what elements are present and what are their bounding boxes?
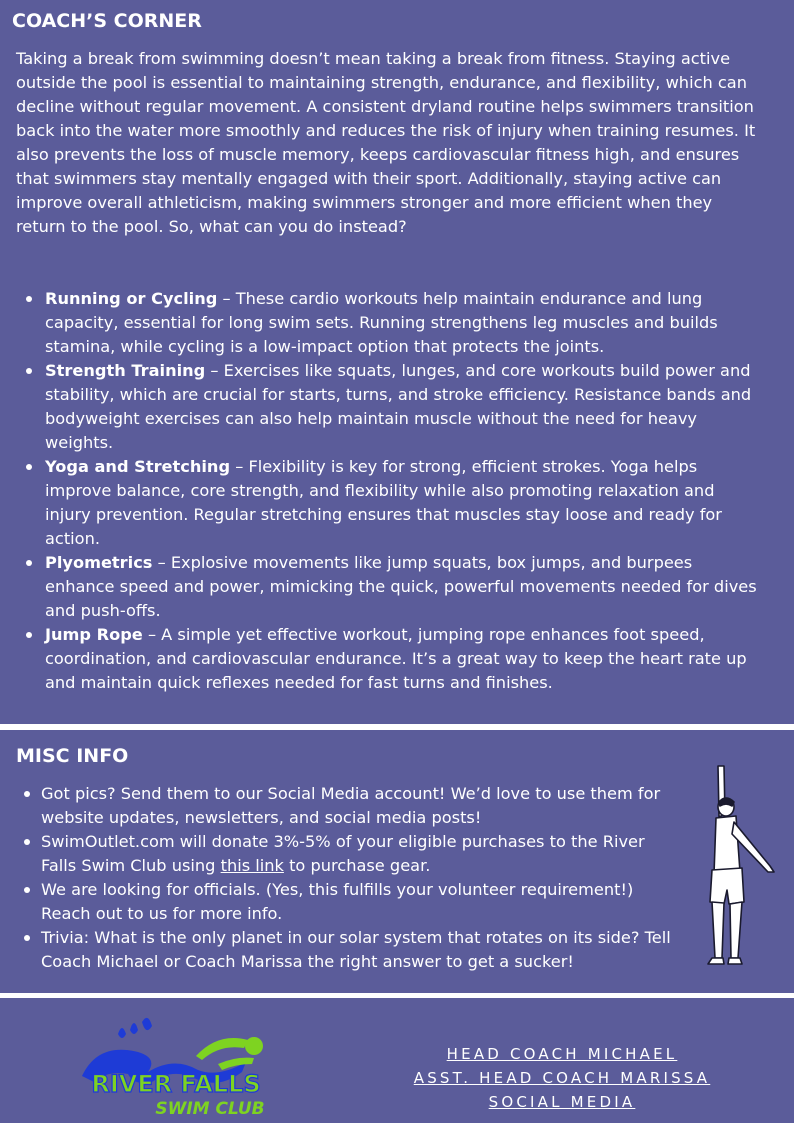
list-item bbox=[41, 782, 681, 830]
item-text: – Flexibility is key for strong, efficient strokes. Yoga helps improve balance, core strength, and flexibility while also promoting relaxation and injury prevention. Regular stretching ensures that muscles stay loose and ready for action. bbox=[45, 457, 722, 548]
item-text: Trivia: What is the only planet in our solar system that rotates on its side? Tell Coach Michael or Coach Marissa the right answer to get a sucker! bbox=[41, 928, 671, 971]
item-text: to purchase gear. bbox=[283, 856, 431, 875]
item-text: We are looking for officials. (Yes, this fulfills your volunteer requirement!) Reach out to us for more info. bbox=[41, 880, 634, 923]
logo-text-swim-club: SWIM CLUB bbox=[155, 1099, 265, 1119]
workout-list bbox=[45, 287, 757, 695]
list-item bbox=[45, 359, 757, 455]
item-title: Jump Rope bbox=[45, 625, 143, 644]
item-title: Running or Cycling bbox=[45, 289, 218, 308]
logo-text-river-falls: RIVER FALLS bbox=[91, 1070, 261, 1098]
misc-list bbox=[41, 782, 681, 974]
coaches-corner-heading: COACH’S CORNER bbox=[12, 10, 202, 32]
coaches-corner-intro: Taking a break from swimming doesn’t mean taking a break from fitness. Staying active outside the pool is essential to maintaining strength, endurance, and flexibility, which can decline without regular movement. A consistent dryland routine helps swimmers transition back into the water more smoothly and reduces the risk of injury when training resumes. It also prevents the loss of muscle memory, keeps cardiovascular fitness high, and ensures that swimmers stay mentally engaged with their sport. Additionally, staying active can improve overall athleticism, making swimmers stronger and more efficient when they return to the pool. So, what can you do instead? bbox=[16, 49, 756, 236]
misc-info-heading: MISC INFO bbox=[16, 745, 129, 767]
list-item bbox=[45, 551, 757, 623]
list-item bbox=[41, 878, 681, 926]
item-title: Yoga and Stretching bbox=[45, 457, 231, 476]
list-item bbox=[45, 623, 757, 695]
item-title: Plyometrics bbox=[45, 553, 153, 572]
credit-head-coach[interactable]: HEAD COACH MICHAEL bbox=[446, 1045, 678, 1063]
coach-credits bbox=[380, 1042, 744, 1114]
item-text: – A simple yet effective workout, jumping rope enhances foot speed, coordination, and cardiovascular endurance. It’s a great way to keep the heart rate up and maintain quick reflexes needed for fast turns and finishes. bbox=[45, 625, 747, 692]
item-text: – Exercises like squats, lunges, and core workouts build power and stability, which are crucial for starts, turns, and stroke efficiency. Resistance bands and bodyweight exercises can also help maintain muscle without the need for heavy weights. bbox=[45, 361, 752, 452]
list-item bbox=[45, 455, 757, 551]
river-falls-swim-club-logo bbox=[78, 1012, 274, 1120]
item-title: Strength Training bbox=[45, 361, 206, 380]
item-text: SwimOutlet.com will donate 3%-5% of your eligible purchases to the River Falls Swim Club using bbox=[41, 832, 645, 875]
credit-asst-coach[interactable]: ASST. HEAD COACH MARISSA bbox=[413, 1069, 711, 1087]
list-item bbox=[41, 830, 681, 878]
item-text: Got pics? Send them to our Social Media account! We’d love to use them for website updates, newsletters, and social media posts! bbox=[41, 784, 661, 827]
footer-section bbox=[0, 998, 794, 1123]
list-item bbox=[45, 287, 757, 359]
credit-social-media[interactable]: SOCIAL MEDIA bbox=[488, 1093, 636, 1111]
list-item bbox=[41, 926, 681, 974]
item-text: – Explosive movements like jump squats, box jumps, and burpees enhance speed and power, mimicking the quick, powerful movements needed for dives and push-offs. bbox=[45, 553, 757, 620]
swimoutlet-link[interactable]: this link bbox=[220, 856, 284, 875]
misc-info-section bbox=[0, 730, 794, 993]
swim-official-illustration bbox=[698, 762, 780, 968]
item-text: – These cardio workouts help maintain endurance and lung capacity, essential for long swim sets. Running strengthens leg muscles and builds stamina, while cycling is a low-impact option that protects the joints. bbox=[45, 289, 718, 356]
